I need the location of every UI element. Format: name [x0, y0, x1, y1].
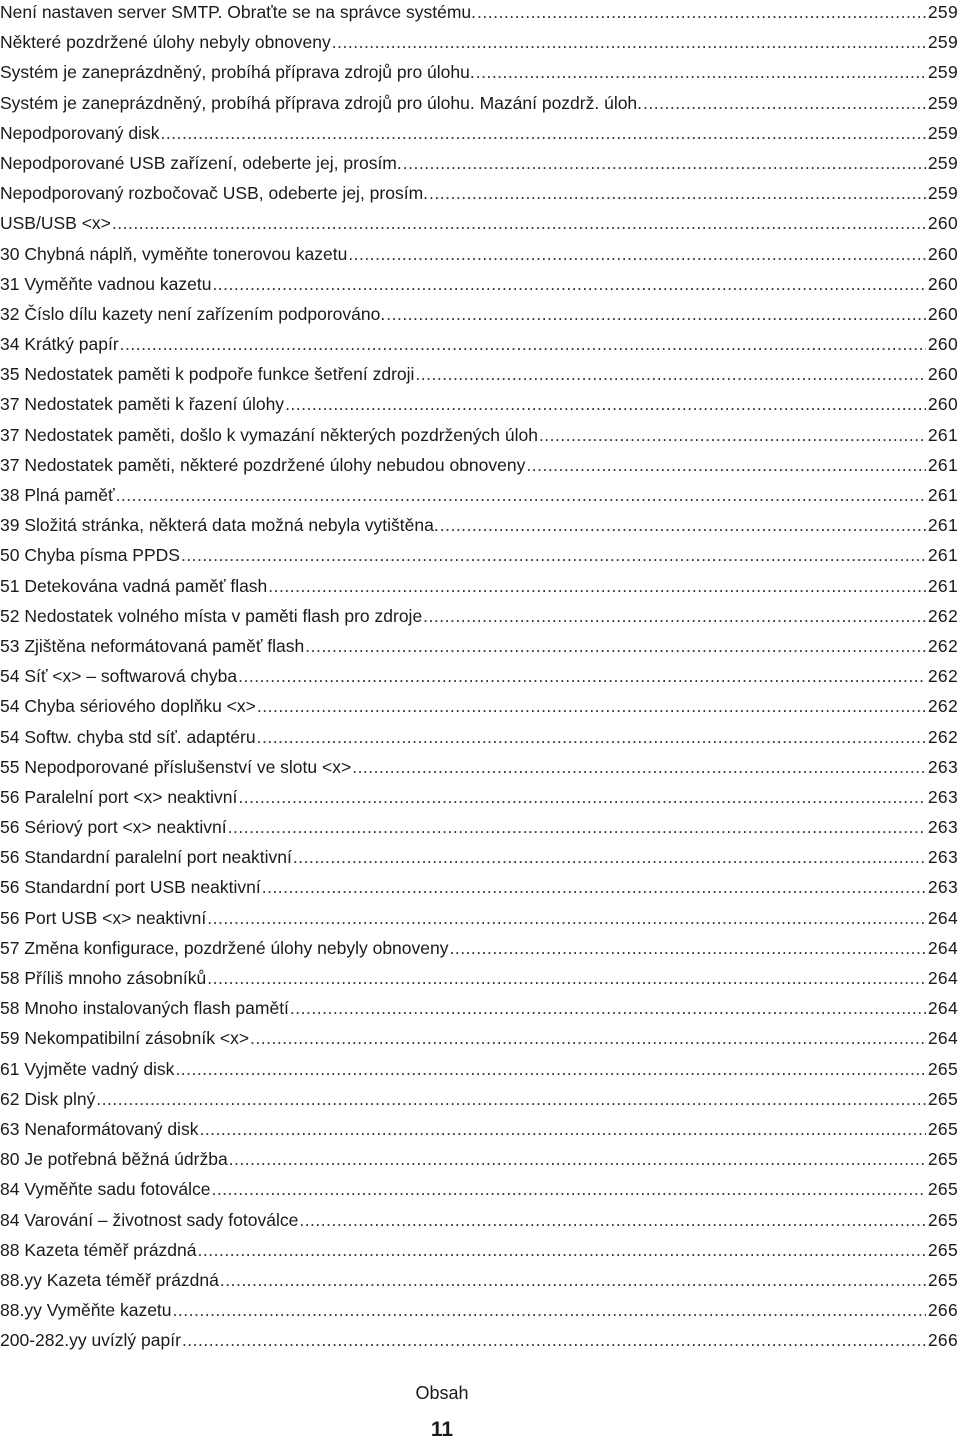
toc-entry-page-number: 266 [927, 1330, 958, 1351]
toc-entry[interactable] [0, 1054, 958, 1084]
toc-entry-page-number: 259 [927, 122, 958, 143]
dot-leader [332, 27, 926, 57]
toc-entry-page-number: 264 [927, 1028, 958, 1049]
toc-entry-title: 62 Disk plný [0, 1088, 96, 1109]
toc-entry-page-number: 265 [927, 1118, 958, 1139]
toc-entry-title: 53 Zjištěna neformátovaná paměť flash [0, 635, 305, 656]
toc-entry[interactable] [0, 601, 958, 631]
dot-leader [257, 722, 926, 752]
dot-leader [207, 903, 926, 933]
toc-entry-title: 55 Nepodporované příslušenství ve slotu <x> [0, 756, 352, 777]
dot-leader [285, 389, 926, 419]
dot-leader [262, 872, 926, 902]
toc-entry-page-number: 260 [927, 394, 958, 415]
dot-leader [305, 631, 926, 661]
toc-entry[interactable] [0, 1023, 958, 1053]
toc-entry-title: 31 Vyměňte vadnou kazetu [0, 273, 212, 294]
toc-entry-page-number: 261 [927, 454, 958, 475]
toc-entry-page-number: 265 [927, 1149, 958, 1170]
toc-entry[interactable] [0, 540, 958, 570]
toc-entry-title: 58 Mnoho instalovaných flash pamětí [0, 998, 289, 1019]
toc-entry[interactable] [0, 782, 958, 812]
toc-entry-page-number: 264 [927, 907, 958, 928]
toc-entry-page-number: 259 [927, 152, 958, 173]
toc-entry[interactable] [0, 239, 958, 269]
dot-leader [403, 148, 926, 178]
toc-entry-title: 54 Síť <x> – softwarová chyba [0, 666, 238, 687]
toc-entry-page-number: 261 [927, 424, 958, 445]
toc-entry-title: 88.yy Vyměňte kazetu [0, 1300, 172, 1321]
toc-entry-title: 88.yy Kazeta téměř prázdná [0, 1269, 219, 1290]
toc-entry[interactable] [0, 1295, 958, 1325]
toc-entry-page-number: 262 [927, 696, 958, 717]
toc-entry-title: 37 Nedostatek paměti, některé pozdržené úlohy nebudou obnoveny [0, 454, 526, 475]
toc-entry-page-number: 259 [927, 2, 958, 22]
toc-entry-page-number: 260 [927, 243, 958, 264]
toc-entry-page-number: 259 [927, 62, 958, 83]
toc-entry-title: Nepodporovaný rozbočovač USB, odeberte jej, prosím. [0, 183, 429, 204]
dot-leader [290, 993, 926, 1023]
toc-entry-page-number: 265 [927, 1209, 958, 1230]
dot-leader [116, 480, 926, 510]
toc-entry-page-number: 259 [927, 32, 958, 53]
dot-leader [526, 450, 926, 480]
toc-entry-title: 56 Standardní paralelní port neaktivní [0, 847, 292, 868]
toc-entry-page-number: 263 [927, 786, 958, 807]
toc-entry[interactable] [0, 389, 958, 419]
dot-leader [643, 88, 926, 118]
toc-entry-title: 80 Je potřebná běžná údržba [0, 1149, 228, 1170]
toc-entry[interactable] [0, 1144, 958, 1174]
toc-entry[interactable] [0, 1114, 958, 1144]
toc-entry[interactable] [0, 359, 958, 389]
toc-entry-title: 32 Číslo dílu kazety není zařízením podporováno. [0, 303, 386, 324]
toc-entry-page-number: 264 [927, 968, 958, 988]
dot-leader [199, 1114, 925, 1144]
toc-entry-title: 35 Nedostatek paměti k podpoře funkce šetření zdroji [0, 364, 415, 385]
dot-leader [476, 57, 926, 87]
toc-entry-title: Systém je zaneprázdněný, probíhá příprava zdrojů pro úlohu. Mazání pozdrž. úloh. [0, 92, 643, 113]
toc-entry[interactable] [0, 510, 958, 540]
toc-entry-page-number: 265 [927, 1058, 958, 1079]
toc-entry-title: Není nastaven server SMTP. Obraťte se na správce systému. [0, 2, 477, 22]
toc-entry-title: 54 Chyba sériového doplňku <x> [0, 696, 256, 717]
toc-entry[interactable] [0, 1205, 958, 1235]
toc-entry[interactable] [0, 963, 958, 993]
toc-entry-title: 54 Softw. chyba std síť. adaptéru [0, 726, 256, 747]
toc-entry-title: 39 Složitá stránka, některá data možná nebyla vytištěna. [0, 515, 439, 536]
toc-entry[interactable] [0, 993, 958, 1023]
dot-leader [386, 299, 926, 329]
toc-entry-title: 200-282.yy uvízlý papír [0, 1330, 181, 1351]
toc-entry[interactable] [0, 148, 958, 178]
toc-entry-page-number: 261 [927, 515, 958, 536]
toc-entry-page-number: 259 [927, 183, 958, 204]
toc-entry[interactable] [0, 661, 958, 691]
toc-entry-page-number: 266 [927, 1300, 958, 1321]
toc-entry[interactable] [0, 1174, 958, 1204]
toc-entry[interactable] [0, 450, 958, 480]
toc-entry[interactable] [0, 420, 958, 450]
toc-entry-title: Nepodporovaný disk [0, 122, 160, 143]
dot-leader [161, 118, 926, 148]
toc-entry[interactable] [0, 1084, 958, 1114]
toc-entry-page-number: 263 [927, 877, 958, 898]
toc-entry[interactable] [0, 1325, 958, 1355]
dot-leader [257, 691, 926, 721]
toc-entry-title: 56 Sériový port <x> neaktivní [0, 817, 227, 838]
dot-leader [228, 812, 926, 842]
dot-leader [182, 1325, 926, 1355]
toc-entry[interactable] [0, 842, 958, 872]
toc-entry-title: Některé pozdržené úlohy nebyly obnoveny [0, 32, 331, 53]
toc-entry-title: 30 Chybná náplň, vyměňte tonerovou kazetu [0, 243, 348, 264]
toc-entry-page-number: 260 [927, 213, 958, 234]
toc-entry-title: 50 Chyba písma PPDS [0, 545, 180, 566]
toc-entry[interactable] [0, 903, 958, 933]
toc-entry[interactable] [0, 691, 958, 721]
dot-leader [207, 963, 926, 993]
page-number: 11 [430, 1418, 454, 1441]
toc-entry-title: 37 Nedostatek paměti, došlo k vymazání některých pozdržených úloh [0, 424, 538, 445]
dot-leader [293, 842, 926, 872]
dot-leader [415, 359, 925, 389]
toc-entry-page-number: 260 [927, 334, 958, 355]
dot-leader [539, 420, 926, 450]
toc-entry-title: 58 Příliš mnoho zásobníků [0, 968, 207, 988]
toc-entry-page-number: 265 [927, 1269, 958, 1290]
toc-entry-title: 84 Vyměňte sadu fotoválce [0, 1179, 211, 1200]
dot-leader [120, 329, 926, 359]
toc-entry[interactable] [0, 0, 958, 27]
dot-leader [268, 571, 926, 601]
toc-entry-title: 61 Vyjměte vadný disk [0, 1058, 175, 1079]
toc-entry[interactable] [0, 722, 958, 752]
dot-leader [238, 782, 926, 812]
toc-entry-page-number: 265 [927, 1088, 958, 1109]
dot-leader [299, 1205, 926, 1235]
toc-entry[interactable] [0, 872, 958, 902]
dot-leader [250, 1023, 926, 1053]
toc-entry-title: 84 Varování – životnost sady fotoválce [0, 1209, 299, 1230]
footer-section-label: Obsah [415, 1383, 469, 1403]
toc-entry-title: 51 Detekována vadná paměť flash [0, 575, 268, 596]
dot-leader [198, 1235, 926, 1265]
toc-entry[interactable] [0, 1265, 958, 1295]
toc-entry[interactable] [0, 27, 958, 57]
toc-entry-title: 88 Kazeta téměř prázdná [0, 1239, 197, 1260]
toc-entry[interactable] [0, 812, 958, 842]
toc-entry[interactable] [0, 118, 958, 148]
toc-entry-title: Nepodporované USB zařízení, odeberte jej, prosím. [0, 152, 402, 173]
toc-entry-page-number: 265 [927, 1239, 958, 1260]
toc-entry-page-number: 261 [927, 485, 958, 505]
toc-entry-title: USB/USB <x> [0, 213, 111, 234]
dot-leader [212, 269, 925, 299]
toc-entry-title: 56 Port USB <x> neaktivní [0, 907, 207, 928]
toc-entry-page-number: 261 [927, 545, 958, 566]
dot-leader [211, 1174, 925, 1204]
dot-leader [352, 752, 926, 782]
toc-entry-page-number: 263 [927, 756, 958, 777]
toc-entry-page-number: 260 [927, 273, 958, 294]
toc-entry-page-number: 262 [927, 726, 958, 747]
toc-entry[interactable] [0, 933, 958, 963]
toc-entry-page-number: 263 [927, 847, 958, 868]
dot-leader [229, 1144, 926, 1174]
toc-entry[interactable] [0, 269, 958, 299]
dot-leader [181, 540, 926, 570]
dot-leader [477, 0, 926, 27]
toc-entry[interactable] [0, 480, 958, 510]
toc-entry-page-number: 264 [927, 937, 958, 958]
toc-entry[interactable] [0, 57, 958, 87]
dot-leader [238, 661, 926, 691]
toc-entry-page-number: 260 [927, 364, 958, 385]
toc-entry-page-number: 259 [927, 92, 958, 113]
dot-leader [175, 1054, 925, 1084]
toc-entry-page-number: 261 [927, 575, 958, 596]
dot-leader [173, 1295, 926, 1325]
toc-entry-page-number: 260 [927, 303, 958, 324]
toc-entry-title: 56 Standardní port USB neaktivní [0, 877, 261, 898]
toc-entry[interactable] [0, 88, 958, 118]
toc-entry-page-number: 262 [927, 605, 958, 626]
dot-leader [112, 208, 926, 238]
dot-leader [423, 601, 926, 631]
dot-leader [96, 1084, 926, 1114]
toc-entry-page-number: 262 [927, 635, 958, 656]
toc-entry-title: 63 Nenaformátovaný disk [0, 1118, 199, 1139]
toc-entry-title: 52 Nedostatek volného místa v paměti flash pro zdroje [0, 605, 423, 626]
toc-entry-page-number: 264 [927, 998, 958, 1019]
toc-entry[interactable] [0, 1235, 958, 1265]
dot-leader [449, 933, 925, 963]
toc-entry[interactable] [0, 178, 958, 208]
toc-entry-page-number: 262 [927, 666, 958, 687]
toc-entry[interactable] [0, 299, 958, 329]
dot-leader [429, 178, 926, 208]
toc-entry[interactable] [0, 631, 958, 661]
dot-leader [348, 239, 926, 269]
toc-entry-title: 56 Paralelní port <x> neaktivní [0, 786, 238, 807]
dot-leader [440, 510, 926, 540]
toc-entry-title: 57 Změna konfigurace, pozdržené úlohy nebyly obnoveny [0, 937, 449, 958]
toc-entry-title: 38 Plná paměť [0, 485, 115, 505]
toc-entry-title: 59 Nekompatibilní zásobník <x> [0, 1028, 250, 1049]
toc-entry[interactable] [0, 208, 958, 238]
toc-entry[interactable] [0, 329, 958, 359]
toc-entry-title: 37 Nedostatek paměti k řazení úlohy [0, 394, 285, 415]
toc-entry-page-number: 265 [927, 1179, 958, 1200]
toc-entry[interactable] [0, 752, 958, 782]
toc-entry[interactable] [0, 571, 958, 601]
toc-entry-title: Systém je zaneprázdněný, probíhá příprava zdrojů pro úlohu. [0, 62, 475, 83]
dot-leader [220, 1265, 926, 1295]
toc-entry-title: 34 Krátký papír [0, 334, 119, 355]
toc-entry-page-number: 263 [927, 817, 958, 838]
